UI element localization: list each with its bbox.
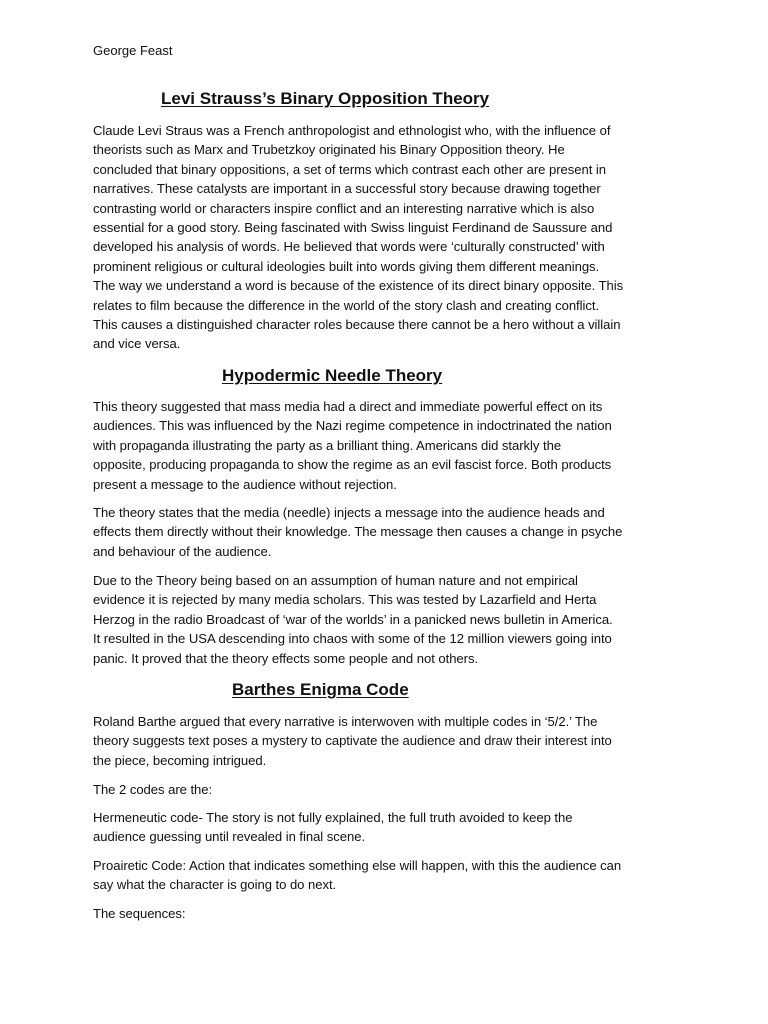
text-line: The 2 codes are the: [93,782,213,797]
author-name: George Feast [93,43,173,58]
text-line: audience guessing until revealed in final scene. [93,829,366,845]
text-line: relates to film because the difference in the world of the story clash and creating conflict. [93,297,600,313]
text-line: concluded that binary oppositions, a set of terms which contrast each other are present in [93,161,606,177]
text-line: Roland Barthe argued that every narrative is interwoven with multiple codes in ‘5/2.’ The [93,714,598,729]
text-line: theory suggests text poses a mystery to captivate the audience and draw their interest into [93,733,612,749]
text-line: opposite, producing propaganda to show the regime as an evil fascist force. Both products [93,457,612,473]
paragraph-hermeneutic-code [93,808,677,847]
paragraph-proairetic-code [93,856,677,895]
text-line: This theory suggested that mass media had a direct and immediate powerful effect on its [93,399,603,414]
text-line: Hermeneutic code- The story is not fully explained, the full truth avoided to keep the [93,810,573,825]
text-line: The theory states that the media (needle) injects a message into the audience heads and [93,505,605,520]
text-line: audiences. This was influenced by the Nazi regime competence in indoctrinated the nation [93,418,612,434]
text-line: Due to the Theory being based on an assumption of human nature and not empirical [93,573,578,588]
text-line: with propaganda illustrating the party as a brilliant thing. Americans did starkly the [93,437,562,453]
text-line: prominent religious or cultural ideologies built into words giving them different meanings. [93,258,600,274]
text-line: Claude Levi Straus was a French anthropologist and ethnologist who, with the influence of [93,123,611,138]
text-line: developed his analysis of words. He believed that words were ‘culturally constructed’ with [93,239,605,255]
text-line: present a message to the audience without rejection. [93,476,397,492]
paragraph-binary-opposition [93,121,677,354]
heading-hypodermic-needle: Hypodermic Needle Theory [222,366,443,385]
text-line: It resulted in the USA descending into chaos with some of the 12 million viewers going into [93,631,612,647]
text-line: and vice versa. [93,336,181,352]
text-line: contrasting world or characters inspire conflict and an interesting narrative which is also [93,200,595,216]
text-line: The sequences: [93,906,186,921]
heading-binary-opposition: Levi Strauss’s Binary Opposition Theory [161,89,490,108]
paragraph-barthes-intro [93,712,677,770]
text-line: evidence it is rejected by many media scholars. This was tested by Lazarfield and Herta [93,592,597,608]
text-line: This causes a distinguished character roles because there cannot be a hero without a villain [93,317,621,333]
text-line: the piece, becoming intrigued. [93,752,267,768]
text-line: effects them directly without their knowledge. The message then causes a change in psyche [93,524,623,540]
text-line: The way we understand a word is because of the existence of its direct binary opposite. This [93,278,624,294]
text-line: and behaviour of the audience. [93,543,272,559]
text-line: narratives. These catalysts are important in a successful story because drawing together [93,181,601,197]
text-line: theorists such as Marx and Trubetzkoy originated his Binary Opposition theory. He [93,142,565,158]
paragraph-two-codes [93,780,677,799]
paragraph-sequences [93,904,677,923]
text-line: say what the character is going to do next. [93,877,337,893]
text-line: essential for a good story. Being fascinated with Swiss linguist Ferdinand de Saussure and [93,220,613,236]
heading-barthes-enigma: Barthes Enigma Code [232,680,409,699]
text-line: Proairetic Code: Action that indicates something else will happen, with this the audience can [93,858,622,873]
paragraph-hypodermic-criticism [93,571,677,668]
paragraph-hypodermic-intro [93,397,677,494]
text-line: Herzog in the radio Broadcast of ‘war of the worlds’ in a panicked news bulletin in America. [93,611,613,627]
text-line: panic. It proved that the theory effects some people and not others. [93,650,479,666]
paragraph-hypodermic-states [93,503,677,561]
